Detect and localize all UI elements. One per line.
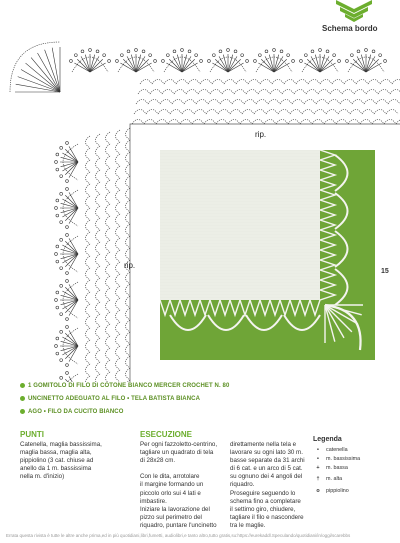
- punti-text: Catenella, maglia bassissima, maglia bassa, maglia alta, pippiolino (3 cat. chiuse ad anello da 1 m. bassissima nella m. d'inizio): [20, 441, 102, 481]
- esecuzione-title: ESECUZIONE: [140, 430, 193, 439]
- material-item: 1 GOMITOLO DI FILO DI COTONE BIANCO MERCER CROCHET N. 80: [20, 383, 229, 389]
- chevron-logo-icon: [336, 0, 372, 22]
- esecuzione-text-1: Per ogni fazzoletto-centrino, tagliare un quadrato di tela di 28x28 cm. Con le dita, arrotolare il margine formando un piccolo orlo sui 4 lati e imbastire. Iniziare la lavorazione del pizzo sul perimetro del riquadro, puntare l'uncinetto: [140, 441, 218, 529]
- punti-title: PUNTI: [20, 430, 44, 439]
- material-item: AGO • FILO DA CUCITO BIANCO: [20, 409, 123, 415]
- page-number: 15: [381, 268, 389, 275]
- doily-photo: [160, 150, 375, 360]
- rip-label-top: rip.: [255, 130, 267, 139]
- bullet-icon: [20, 409, 25, 414]
- footer-text: Errata questa rivista è tutte le altre anche prima,ed in più quotidiani,libri,fumetti, audiolibri,e tanto altro,tutto gratis,su:https://eurekaddl.Speculando/quotidiani/in/oggi/scarebbs: [6, 533, 351, 538]
- legend-item: + m. bassa: [316, 465, 348, 471]
- bullet-icon: [20, 396, 25, 401]
- esecuzione-text-2: direttamente nella tela e lavorare su ogni lato 30 m. basse separate da 31 archi di 6 cat. e un arco di 5 cat. su ognuno dei 4 angoli del riquadro. Proseguire seguendo lo schema fino a completare il settimo giro, chiudere, tagliare il filo e nascondere tra le maglie.: [230, 441, 305, 529]
- legend-item: o pippiolino: [316, 488, 349, 494]
- schema-title: Schema bordo: [322, 24, 378, 33]
- bullet-icon: [20, 383, 25, 388]
- legend-item: • m. bassissima: [317, 456, 361, 462]
- legend-item: • catenella: [317, 447, 348, 453]
- legend-title: Legenda: [313, 436, 342, 443]
- rip-label-left: rip.: [124, 261, 136, 270]
- material-item: UNCINETTO ADEGUATO AL FILO • TELA BATISTA BIANCA: [20, 396, 200, 402]
- legend-item: † m. alta: [316, 476, 343, 482]
